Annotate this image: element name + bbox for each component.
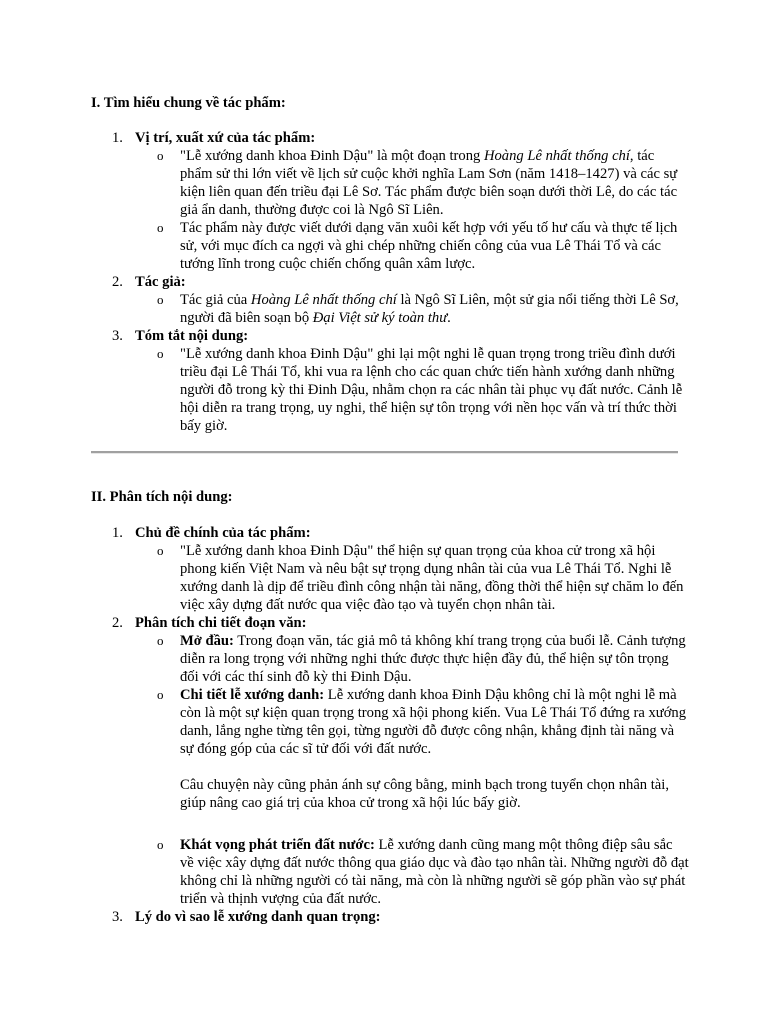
bullet-text: "Lễ xướng danh khoa Đinh Dậu" là một đoạn trong <box>180 148 484 164</box>
bullet-item <box>135 686 691 830</box>
item-number: 1. <box>112 130 123 146</box>
list-item <box>91 614 691 908</box>
bullet-label: Chi tiết lễ xướng danh: <box>180 687 325 703</box>
bullet-list <box>135 542 691 614</box>
work-title: Đại Việt sử ký toàn thư <box>312 310 448 326</box>
bullet-item <box>135 345 691 435</box>
list-item <box>91 908 691 926</box>
bullet-text: Tác giả của <box>180 292 251 308</box>
bullet-marker: o <box>157 543 164 558</box>
bullet-text: . <box>447 310 451 326</box>
bullet-list <box>135 147 691 273</box>
bullet-list <box>135 345 691 435</box>
paragraph-gap <box>180 812 689 830</box>
item-number: 2. <box>112 274 123 290</box>
section-2-list <box>91 524 691 926</box>
paragraph-gap <box>180 758 689 776</box>
section-heading-1: I. Tìm hiểu chung về tác phẩm: <box>91 95 286 111</box>
list-item <box>91 524 691 614</box>
bullet-list <box>135 291 691 327</box>
list-item <box>91 327 691 435</box>
list-item <box>91 273 691 327</box>
bullet-item <box>135 219 691 273</box>
item-title: Vị trí, xuất xứ của tác phẩm: <box>135 130 316 146</box>
bullet-item <box>135 632 691 686</box>
work-title: Hoàng Lê nhất thống chí <box>483 148 630 164</box>
bullet-marker: o <box>157 837 164 852</box>
bullet-text: Trong đoạn văn, tác giả mô tả không khí trang trọng của buổi lễ. Cảnh tượng diễn ra long trọng với những nghi thức được thực hiện đầy đủ, thể hiện sự tôn trọng đối với các thí sinh đỗ kỳ thi Đinh Dậu. <box>180 633 686 685</box>
bullet-item <box>135 147 691 219</box>
bullet-text: Lễ xướng danh cũng mang một thông điệp sâu sắc về việc xây dựng đất nước thông qua giáo dục và đào tạo nhân tài. Những người đỗ đạt không chỉ là những người có tài năng, mà còn là những người sẽ góp phần vào sự phát triển và thịnh vượng của đất nước. <box>180 837 689 907</box>
bullet-label: Mở đầu: <box>180 633 234 649</box>
bullet-item <box>135 291 691 327</box>
bullet-marker: o <box>157 346 164 361</box>
bullet-text: Tác phẩm này được viết dưới dạng văn xuôi kết hợp với yếu tố hư cấu và thực tế lịch sử, với mục đích ca ngợi và ghi chép những chiến công của vua Lê Thái Tổ và các tướng lĩnh trong cuộc chiến chống quân xâm lược. <box>180 220 678 272</box>
item-title: Phân tích chi tiết đoạn văn: <box>135 615 307 631</box>
bullet-text: "Lễ xướng danh khoa Đinh Dậu" ghi lại một nghi lễ quan trọng trong triều đình dưới triều đại Lê Thái Tổ, khi vua ra lệnh cho các quan chức tiến hành xướng danh những người đỗ trong kỳ thi Đinh Dậu, nhằm chọn ra các nhân tài phục vụ đất nước. Cảnh lễ hội diễn ra trang trọng, uy nghi, thể hiện sự tôn trọng với nền học vấn và trí thức thời bấy giờ. <box>180 346 683 434</box>
horizontal-rule <box>91 451 678 454</box>
bullet-list <box>135 632 691 908</box>
bullet-text: Lễ xướng danh khoa Đinh Dậu không chỉ là một nghi lễ mà còn là một sự kiện quan trọng trong xã hội phong kiến. Vua Lê Thái Tổ đứng ra xướng danh, lắng nghe từng tên gọi, từng người đỗ được công nhận, khẳng định tài năng và sự đóng góp của các sĩ tử đối với đất nước. <box>180 687 686 757</box>
bullet-marker: o <box>157 220 164 235</box>
work-title: Hoàng Lê nhất thống chí <box>250 292 397 308</box>
bullet-marker: o <box>157 633 164 648</box>
item-number: 1. <box>112 525 123 541</box>
bullet-text: "Lễ xướng danh khoa Đinh Dậu" thể hiện sự quan trọng của khoa cử trong xã hội phong kiến Việt Nam và nêu bật sự trọng dụng nhân tài của vua Lê Thái Tổ. Nghi lễ xướng danh là dịp để triều đình công nhận tài năng, đồng thời thể hiện sự chăm lo đến việc xây dựng đất nước qua việc đào tạo và tuyển chọn nhân tài. <box>180 543 684 613</box>
bullet-text: , tác phẩm sử thi lớn viết về lịch sử cuộc khởi nghĩa Lam Sơn (năm 1418–1427) và các sự kiện liên quan đến triều đại Lê Sơ. Tác phẩm được biên soạn dưới thời Lê, do các tác giả ẩn danh, thường được coi là Ngô Sĩ Liên. <box>180 148 678 218</box>
item-title: Tóm tắt nội dung: <box>135 328 249 344</box>
item-title: Chủ đề chính của tác phẩm: <box>135 525 311 541</box>
bullet-marker: o <box>157 292 164 307</box>
item-number: 3. <box>112 909 123 925</box>
section-1-list <box>91 129 691 435</box>
bullet-paragraph: Câu chuyện này cũng phản ánh sự công bằng, minh bạch trong tuyển chọn nhân tài, giúp nâng cao giá trị của khoa cử trong xã hội lúc bấy giờ. <box>180 777 669 811</box>
bullet-item <box>135 542 691 614</box>
bullet-marker: o <box>157 148 164 163</box>
bullet-marker: o <box>157 687 164 702</box>
section-heading-2: II. Phân tích nội dung: <box>91 489 233 505</box>
item-title: Lý do vì sao lễ xướng danh quan trọng: <box>135 909 381 925</box>
list-item <box>91 129 691 273</box>
bullet-text: là Ngô Sĩ Liên, một sử gia nổi tiếng thời Lê Sơ, người đã biên soạn bộ <box>180 292 679 326</box>
bullet-item <box>135 836 691 908</box>
bullet-label: Khát vọng phát triển đất nước: <box>180 837 375 853</box>
item-title: Tác giả: <box>135 274 186 290</box>
item-number: 2. <box>112 615 123 631</box>
item-number: 3. <box>112 328 123 344</box>
